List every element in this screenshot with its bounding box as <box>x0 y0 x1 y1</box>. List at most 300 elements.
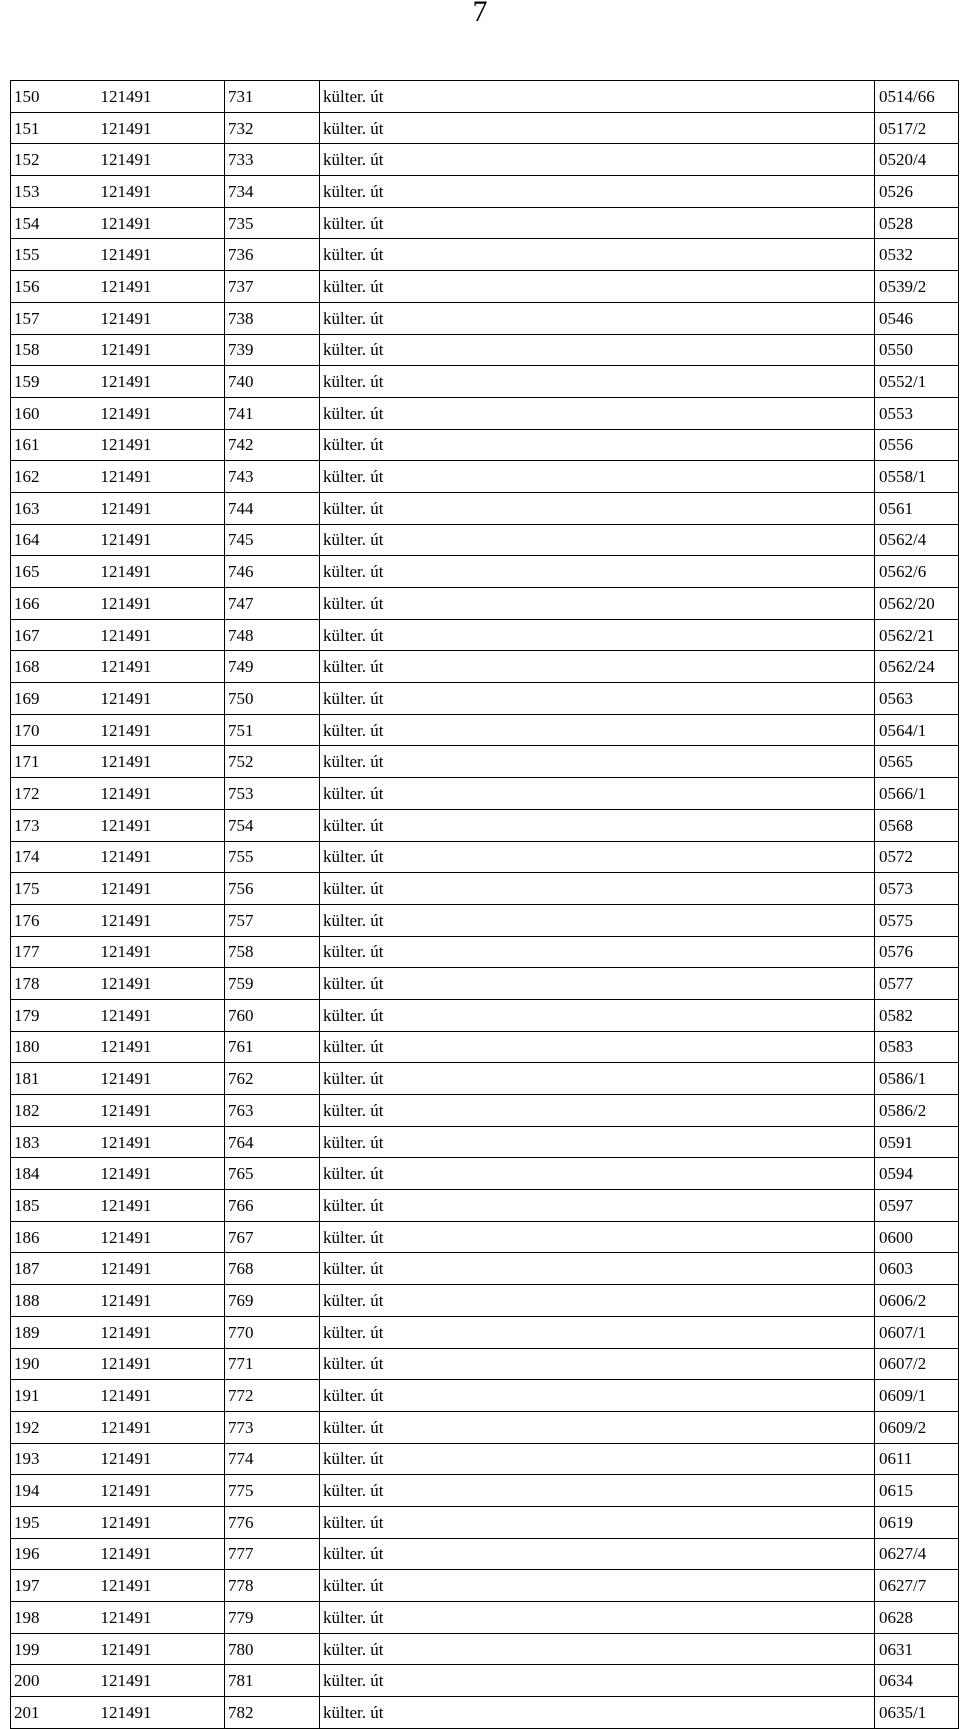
row-number-cell: 173 <box>11 809 98 841</box>
row-number-cell: 163 <box>11 492 98 524</box>
parcel-number-cell: 0514/66 <box>875 81 959 113</box>
sequence-number-cell: 756 <box>225 873 320 905</box>
empty-cell <box>420 1697 875 1729</box>
empty-cell <box>420 1031 875 1063</box>
row-number-cell: 199 <box>11 1633 98 1665</box>
table-row <box>11 1506 959 1538</box>
sequence-number-cell: 776 <box>225 1506 320 1538</box>
sequence-number-cell: 732 <box>225 112 320 144</box>
row-number-cell: 184 <box>11 1158 98 1190</box>
municipality-code-cell: 121491 <box>98 397 225 429</box>
parcel-number-cell: 0576 <box>875 936 959 968</box>
sequence-number-cell: 759 <box>225 968 320 1000</box>
parcel-number-cell: 0634 <box>875 1665 959 1697</box>
parcel-number-cell: 0594 <box>875 1158 959 1190</box>
municipality-code-cell: 121491 <box>98 1665 225 1697</box>
sequence-number-cell: 731 <box>225 81 320 113</box>
table-row <box>11 841 959 873</box>
municipality-code-cell: 121491 <box>98 714 225 746</box>
sequence-number-cell: 782 <box>225 1697 320 1729</box>
road-type-cell: külter. út <box>320 683 420 715</box>
sequence-number-cell: 738 <box>225 302 320 334</box>
parcel-number-cell: 0609/1 <box>875 1380 959 1412</box>
sequence-number-cell: 769 <box>225 1285 320 1317</box>
road-type-cell: külter. út <box>320 841 420 873</box>
empty-cell <box>420 1633 875 1665</box>
municipality-code-cell: 121491 <box>98 1063 225 1095</box>
road-type-cell: külter. út <box>320 588 420 620</box>
table-row <box>11 683 959 715</box>
empty-cell <box>420 588 875 620</box>
table-row <box>11 651 959 683</box>
row-number-cell: 201 <box>11 1697 98 1729</box>
sequence-number-cell: 736 <box>225 239 320 271</box>
parcel-number-cell: 0628 <box>875 1602 959 1634</box>
parcel-number-cell: 0635/1 <box>875 1697 959 1729</box>
row-number-cell: 150 <box>11 81 98 113</box>
municipality-code-cell: 121491 <box>98 112 225 144</box>
parcel-number-cell: 0552/1 <box>875 366 959 398</box>
row-number-cell: 194 <box>11 1475 98 1507</box>
municipality-code-cell: 121491 <box>98 1031 225 1063</box>
parcel-number-cell: 0627/7 <box>875 1570 959 1602</box>
municipality-code-cell: 121491 <box>98 271 225 303</box>
road-type-cell: külter. út <box>320 714 420 746</box>
parcel-number-cell: 0562/4 <box>875 524 959 556</box>
table-row <box>11 492 959 524</box>
sequence-number-cell: 748 <box>225 619 320 651</box>
row-number-cell: 190 <box>11 1348 98 1380</box>
table-row <box>11 81 959 113</box>
road-type-cell: külter. út <box>320 778 420 810</box>
row-number-cell: 193 <box>11 1443 98 1475</box>
table-row <box>11 968 959 1000</box>
table-row <box>11 1538 959 1570</box>
row-number-cell: 158 <box>11 334 98 366</box>
table-row <box>11 714 959 746</box>
sequence-number-cell: 775 <box>225 1475 320 1507</box>
sequence-number-cell: 772 <box>225 1380 320 1412</box>
parcel-number-cell: 0583 <box>875 1031 959 1063</box>
sequence-number-cell: 741 <box>225 397 320 429</box>
empty-cell <box>420 1285 875 1317</box>
sequence-number-cell: 753 <box>225 778 320 810</box>
municipality-code-cell: 121491 <box>98 746 225 778</box>
sequence-number-cell: 781 <box>225 1665 320 1697</box>
row-number-cell: 153 <box>11 176 98 208</box>
road-type-cell: külter. út <box>320 176 420 208</box>
parcel-number-cell: 0520/4 <box>875 144 959 176</box>
row-number-cell: 181 <box>11 1063 98 1095</box>
table-row <box>11 1665 959 1697</box>
sequence-number-cell: 733 <box>225 144 320 176</box>
municipality-code-cell: 121491 <box>98 778 225 810</box>
municipality-code-cell: 121491 <box>98 1506 225 1538</box>
road-type-cell: külter. út <box>320 1190 420 1222</box>
empty-cell <box>420 1126 875 1158</box>
table-row <box>11 429 959 461</box>
row-number-cell: 176 <box>11 904 98 936</box>
parcel-number-cell: 0615 <box>875 1475 959 1507</box>
road-type-cell: külter. út <box>320 873 420 905</box>
road-type-cell: külter. út <box>320 112 420 144</box>
road-type-cell: külter. út <box>320 1316 420 1348</box>
parcel-number-cell: 0577 <box>875 968 959 1000</box>
parcel-number-cell: 0627/4 <box>875 1538 959 1570</box>
road-type-cell: külter. út <box>320 1506 420 1538</box>
row-number-cell: 151 <box>11 112 98 144</box>
empty-cell <box>420 366 875 398</box>
table-row <box>11 1443 959 1475</box>
row-number-cell: 200 <box>11 1665 98 1697</box>
empty-cell <box>420 1538 875 1570</box>
road-type-cell: külter. út <box>320 904 420 936</box>
row-number-cell: 152 <box>11 144 98 176</box>
road-type-cell: külter. út <box>320 1095 420 1127</box>
road-type-cell: külter. út <box>320 302 420 334</box>
municipality-code-cell: 121491 <box>98 651 225 683</box>
table-row <box>11 1095 959 1127</box>
parcel-number-cell: 0526 <box>875 176 959 208</box>
row-number-cell: 186 <box>11 1221 98 1253</box>
road-type-cell: külter. út <box>320 334 420 366</box>
municipality-code-cell: 121491 <box>98 1411 225 1443</box>
table-row <box>11 1411 959 1443</box>
municipality-code-cell: 121491 <box>98 809 225 841</box>
row-number-cell: 177 <box>11 936 98 968</box>
sequence-number-cell: 773 <box>225 1411 320 1443</box>
parcel-number-cell: 0586/1 <box>875 1063 959 1095</box>
row-number-cell: 166 <box>11 588 98 620</box>
parcel-number-cell: 0600 <box>875 1221 959 1253</box>
municipality-code-cell: 121491 <box>98 366 225 398</box>
sequence-number-cell: 770 <box>225 1316 320 1348</box>
parcel-number-cell: 0609/2 <box>875 1411 959 1443</box>
empty-cell <box>420 968 875 1000</box>
parcel-number-cell: 0568 <box>875 809 959 841</box>
table-row <box>11 1633 959 1665</box>
empty-cell <box>420 1380 875 1412</box>
table-row <box>11 207 959 239</box>
page-number: 7 <box>472 0 488 26</box>
road-type-cell: külter. út <box>320 1443 420 1475</box>
road-type-cell: külter. út <box>320 1221 420 1253</box>
row-number-cell: 188 <box>11 1285 98 1317</box>
empty-cell <box>420 397 875 429</box>
road-type-cell: külter. út <box>320 556 420 588</box>
empty-cell <box>420 239 875 271</box>
road-type-cell: külter. út <box>320 1538 420 1570</box>
row-number-cell: 182 <box>11 1095 98 1127</box>
parcel-number-cell: 0565 <box>875 746 959 778</box>
sequence-number-cell: 755 <box>225 841 320 873</box>
sequence-number-cell: 761 <box>225 1031 320 1063</box>
table-row <box>11 1570 959 1602</box>
municipality-code-cell: 121491 <box>98 904 225 936</box>
empty-cell <box>420 1316 875 1348</box>
municipality-code-cell: 121491 <box>98 556 225 588</box>
row-number-cell: 174 <box>11 841 98 873</box>
sequence-number-cell: 757 <box>225 904 320 936</box>
table-row <box>11 1031 959 1063</box>
sequence-number-cell: 780 <box>225 1633 320 1665</box>
table-row <box>11 366 959 398</box>
row-number-cell: 198 <box>11 1602 98 1634</box>
table-body <box>11 81 959 1729</box>
row-number-cell: 172 <box>11 778 98 810</box>
sequence-number-cell: 744 <box>225 492 320 524</box>
sequence-number-cell: 778 <box>225 1570 320 1602</box>
parcel-number-cell: 0561 <box>875 492 959 524</box>
parcel-number-cell: 0566/1 <box>875 778 959 810</box>
empty-cell <box>420 619 875 651</box>
municipality-code-cell: 121491 <box>98 302 225 334</box>
table-row <box>11 334 959 366</box>
sequence-number-cell: 774 <box>225 1443 320 1475</box>
row-number-cell: 169 <box>11 683 98 715</box>
table-row <box>11 1126 959 1158</box>
row-number-cell: 171 <box>11 746 98 778</box>
empty-cell <box>420 841 875 873</box>
road-type-cell: külter. út <box>320 492 420 524</box>
empty-cell <box>420 1253 875 1285</box>
empty-cell <box>420 1602 875 1634</box>
sequence-number-cell: 762 <box>225 1063 320 1095</box>
row-number-cell: 168 <box>11 651 98 683</box>
sequence-number-cell: 777 <box>225 1538 320 1570</box>
table-row <box>11 1348 959 1380</box>
parcel-number-cell: 0582 <box>875 999 959 1031</box>
parcel-number-cell: 0631 <box>875 1633 959 1665</box>
sequence-number-cell: 760 <box>225 999 320 1031</box>
parcel-number-cell: 0546 <box>875 302 959 334</box>
row-number-cell: 175 <box>11 873 98 905</box>
table-row <box>11 1158 959 1190</box>
parcel-number-cell: 0562/24 <box>875 651 959 683</box>
sequence-number-cell: 746 <box>225 556 320 588</box>
row-number-cell: 185 <box>11 1190 98 1222</box>
parcel-number-cell: 0517/2 <box>875 112 959 144</box>
road-type-cell: külter. út <box>320 1348 420 1380</box>
empty-cell <box>420 683 875 715</box>
road-type-cell: külter. út <box>320 429 420 461</box>
municipality-code-cell: 121491 <box>98 999 225 1031</box>
parcel-number-cell: 0558/1 <box>875 461 959 493</box>
sequence-number-cell: 763 <box>225 1095 320 1127</box>
road-type-cell: külter. út <box>320 461 420 493</box>
empty-cell <box>420 999 875 1031</box>
table-row <box>11 271 959 303</box>
empty-cell <box>420 271 875 303</box>
road-type-cell: külter. út <box>320 81 420 113</box>
sequence-number-cell: 745 <box>225 524 320 556</box>
road-type-cell: külter. út <box>320 366 420 398</box>
sequence-number-cell: 747 <box>225 588 320 620</box>
road-type-cell: külter. út <box>320 1031 420 1063</box>
parcel-number-cell: 0539/2 <box>875 271 959 303</box>
municipality-code-cell: 121491 <box>98 429 225 461</box>
empty-cell <box>420 714 875 746</box>
parcel-number-cell: 0607/2 <box>875 1348 959 1380</box>
row-number-cell: 196 <box>11 1538 98 1570</box>
road-type-cell: külter. út <box>320 271 420 303</box>
road-type-cell: külter. út <box>320 239 420 271</box>
row-number-cell: 156 <box>11 271 98 303</box>
empty-cell <box>420 904 875 936</box>
table-row <box>11 302 959 334</box>
road-type-cell: külter. út <box>320 1126 420 1158</box>
road-type-cell: külter. út <box>320 1253 420 1285</box>
municipality-code-cell: 121491 <box>98 841 225 873</box>
row-number-cell: 192 <box>11 1411 98 1443</box>
sequence-number-cell: 750 <box>225 683 320 715</box>
row-number-cell: 159 <box>11 366 98 398</box>
table-row <box>11 1697 959 1729</box>
municipality-code-cell: 121491 <box>98 334 225 366</box>
row-number-cell: 155 <box>11 239 98 271</box>
empty-cell <box>420 176 875 208</box>
row-number-cell: 195 <box>11 1506 98 1538</box>
row-number-cell: 162 <box>11 461 98 493</box>
row-number-cell: 170 <box>11 714 98 746</box>
table-row <box>11 778 959 810</box>
road-type-cell: külter. út <box>320 1697 420 1729</box>
row-number-cell: 191 <box>11 1380 98 1412</box>
empty-cell <box>420 524 875 556</box>
empty-cell <box>420 873 875 905</box>
parcel-number-cell: 0556 <box>875 429 959 461</box>
empty-cell <box>420 1570 875 1602</box>
municipality-code-cell: 121491 <box>98 1126 225 1158</box>
table-row <box>11 936 959 968</box>
parcel-number-cell: 0564/1 <box>875 714 959 746</box>
municipality-code-cell: 121491 <box>98 1190 225 1222</box>
sequence-number-cell: 751 <box>225 714 320 746</box>
municipality-code-cell: 121491 <box>98 1475 225 1507</box>
parcel-number-cell: 0553 <box>875 397 959 429</box>
parcel-number-cell: 0562/20 <box>875 588 959 620</box>
empty-cell <box>420 556 875 588</box>
empty-cell <box>420 302 875 334</box>
empty-cell <box>420 207 875 239</box>
parcel-number-cell: 0572 <box>875 841 959 873</box>
municipality-code-cell: 121491 <box>98 619 225 651</box>
table-row <box>11 1190 959 1222</box>
parcel-number-cell: 0619 <box>875 1506 959 1538</box>
empty-cell <box>420 1158 875 1190</box>
table-row <box>11 999 959 1031</box>
table-row <box>11 746 959 778</box>
municipality-code-cell: 121491 <box>98 1697 225 1729</box>
table-row <box>11 588 959 620</box>
row-number-cell: 180 <box>11 1031 98 1063</box>
empty-cell <box>420 1506 875 1538</box>
row-number-cell: 167 <box>11 619 98 651</box>
municipality-code-cell: 121491 <box>98 1221 225 1253</box>
table-row <box>11 1285 959 1317</box>
table-row <box>11 873 959 905</box>
table-row <box>11 144 959 176</box>
road-type-cell: külter. út <box>320 1285 420 1317</box>
municipality-code-cell: 121491 <box>98 968 225 1000</box>
parcel-number-cell: 0586/2 <box>875 1095 959 1127</box>
table-row <box>11 239 959 271</box>
road-type-cell: külter. út <box>320 968 420 1000</box>
sequence-number-cell: 734 <box>225 176 320 208</box>
road-type-cell: külter. út <box>320 1158 420 1190</box>
road-type-cell: külter. út <box>320 1633 420 1665</box>
sequence-number-cell: 767 <box>225 1221 320 1253</box>
road-type-cell: külter. út <box>320 746 420 778</box>
row-number-cell: 183 <box>11 1126 98 1158</box>
sequence-number-cell: 766 <box>225 1190 320 1222</box>
parcel-number-cell: 0532 <box>875 239 959 271</box>
row-number-cell: 165 <box>11 556 98 588</box>
road-type-cell: külter. út <box>320 651 420 683</box>
road-type-cell: külter. út <box>320 144 420 176</box>
row-number-cell: 160 <box>11 397 98 429</box>
sequence-number-cell: 779 <box>225 1602 320 1634</box>
municipality-code-cell: 121491 <box>98 81 225 113</box>
municipality-code-cell: 121491 <box>98 524 225 556</box>
municipality-code-cell: 121491 <box>98 1348 225 1380</box>
parcel-number-cell: 0603 <box>875 1253 959 1285</box>
row-number-cell: 197 <box>11 1570 98 1602</box>
table-row <box>11 1221 959 1253</box>
empty-cell <box>420 1443 875 1475</box>
empty-cell <box>420 112 875 144</box>
parcel-number-cell: 0607/1 <box>875 1316 959 1348</box>
municipality-code-cell: 121491 <box>98 1633 225 1665</box>
row-number-cell: 189 <box>11 1316 98 1348</box>
sequence-number-cell: 739 <box>225 334 320 366</box>
table-row <box>11 556 959 588</box>
empty-cell <box>420 144 875 176</box>
empty-cell <box>420 461 875 493</box>
parcel-number-cell: 0550 <box>875 334 959 366</box>
road-type-cell: külter. út <box>320 936 420 968</box>
empty-cell <box>420 936 875 968</box>
municipality-code-cell: 121491 <box>98 1570 225 1602</box>
row-number-cell: 187 <box>11 1253 98 1285</box>
empty-cell <box>420 778 875 810</box>
municipality-code-cell: 121491 <box>98 683 225 715</box>
empty-cell <box>420 746 875 778</box>
road-type-cell: külter. út <box>320 999 420 1031</box>
empty-cell <box>420 1221 875 1253</box>
sequence-number-cell: 758 <box>225 936 320 968</box>
road-type-cell: külter. út <box>320 1665 420 1697</box>
municipality-code-cell: 121491 <box>98 492 225 524</box>
municipality-code-cell: 121491 <box>98 239 225 271</box>
row-number-cell: 178 <box>11 968 98 1000</box>
row-number-cell: 164 <box>11 524 98 556</box>
municipality-code-cell: 121491 <box>98 176 225 208</box>
municipality-code-cell: 121491 <box>98 1602 225 1634</box>
table-row <box>11 1380 959 1412</box>
parcel-number-cell: 0573 <box>875 873 959 905</box>
parcel-number-cell: 0591 <box>875 1126 959 1158</box>
table-row <box>11 112 959 144</box>
parcel-number-cell: 0597 <box>875 1190 959 1222</box>
table-row <box>11 1475 959 1507</box>
municipality-code-cell: 121491 <box>98 1380 225 1412</box>
empty-cell <box>420 1665 875 1697</box>
empty-cell <box>420 1190 875 1222</box>
sequence-number-cell: 742 <box>225 429 320 461</box>
road-type-cell: külter. út <box>320 1475 420 1507</box>
table-row <box>11 1602 959 1634</box>
